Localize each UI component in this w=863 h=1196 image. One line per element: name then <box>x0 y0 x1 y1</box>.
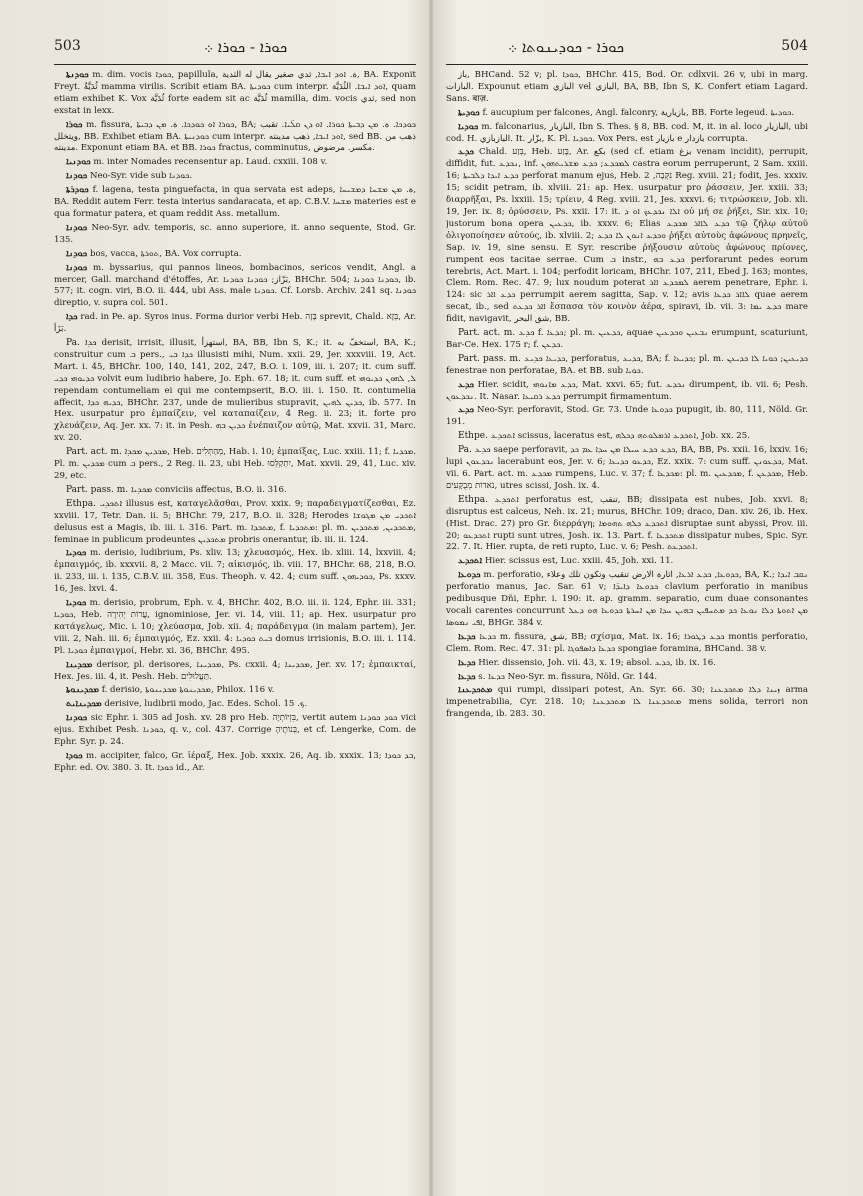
entry-text: Hier. dissensio, Joh. vii. 43, x. 19; absol. ܟܕܥ, ib. ix. 16. <box>478 657 716 668</box>
dictionary-entry <box>54 699 416 711</box>
dictionary-entry <box>446 122 808 146</box>
dictionary-entry <box>54 171 416 183</box>
entry-headword: Part. act. m. ܡܟܕܐ <box>66 447 143 458</box>
entry-headword: Part. pass. m. ܡܟܕܝܐ <box>66 484 153 495</box>
dictionary-entry <box>446 147 808 326</box>
dictionary-entry <box>54 685 416 697</box>
entry-headword: Ethpa. ܐܬܟܕܥ <box>458 494 519 505</box>
dictionary-entry <box>446 495 808 555</box>
dictionary-entry <box>446 108 808 120</box>
entry-headword: ܟܕܥ <box>458 147 474 158</box>
left-page-header <box>54 38 414 60</box>
entry-headword: ܡܟܕܝܢܘܬܐ <box>66 685 99 696</box>
entry-headword: ܟܘܕܢܐ <box>66 222 88 233</box>
entry-text: derisit, irrisit, illusit, استهزأ, BA, BB, Ibn S, K.; it. استخفّ به, BA, K.; construitur cum ܒ pers., ܟܕܐ ܒܝ illusisti mihi, Num. xxii. 29, Jer. xxxviii. 19, Act. Mart. i. 45, BHChr. 100, 140, 141, 202, 247, B.O. i. 109, iii. i. 207; it. cum suff. ܟܕܝܘܗܝ ܟܕܝ volvit eum ludibrio habere, Jo. Eph. 67. 18; it. cum suff. et ܠ, ܠܗܘܢ ܟܕܝܘܗܝ rependam contumeliam ei qui me contempserit, B.O. iii. i. 150. It. contumelia affecit, ܟܕܝܗ ܟܕܐ, BHChr. 237, unde de mulieribus stupravit, ܟܕܝܢ ܠܗܝܢ, ib. 577. In Hex. usurpatur pro ἐμπαίζειν, vel καταπαίζειν, 4 Reg. ii. 23; it. forte pro χλευάζειν, Aq. Jer. xx. 7: it. in Pesh. ܟܕܝܢ ܒܗ ἐνέπαιζον αὐτῷ, Mat. xxvii. 31, Marc. xv. 20. <box>54 338 416 444</box>
entry-text: m. inter Nomades recensentur ap. Laud. cxxiii. 108 v. <box>93 157 328 168</box>
page-gutter <box>429 0 433 1196</box>
entry-text: m. derisio, ludibrium, Ps. xliv. 13; χλευασμός, Hex. ib. xliii. 14, lxxviii. 4; ἐμπαιγμός, ib. xxxvii. 8, 2 Macc. vii. 7; αἰκισμός, ib. viii. 17, BHChr. 68, 218, B.O. ii. 233, iii. i. 135, C.B.V. iii. 358, Eus. Theoph. v. 42. 4; cum suff. ܟܘܕܝܗܘܢ, Ps. xxxv. 16, Jes. lxvi. 4. <box>54 548 416 595</box>
entry-headword: ܟܘܕܝܐ <box>66 548 87 559</box>
dictionary-entry <box>446 570 808 630</box>
entry-headword: Ethpa. ܐܬܟܕܝ <box>66 498 123 509</box>
entry-text: perforatus est, تنقب, BB; dissipata est nubes, Job. xxvi. 8; disruptus est calceus, Neh. ix. 21; murus, BHChr. 109; draco, Dan. xiv. 26, ib. Hex. (Hist. Drac. 27) pro Gr. διερράγη; ܐܬܟܕܥ ܟܠܗ ܬܗܘܡܐ disruptae sunt abyssi, Prov. iii. 20; ܐܬܟܕܥܘ rupti sunt utres, Josh. ix. 13. Part. f. ܡܬܟܕܥܐ dissipatur nubes, Spic. Syr. 22. 7. It. Hier. rupta, de reti rupto, Luc. v. 6; Pesh. ܐܬܟܕܥܬ. <box>446 494 808 553</box>
entry-text: rad. in Pe. ap. Syros inus. Forma durior verbi Heb. בָּזָה sprevit, Chald. בְּזָא, Ar. بَزَأ. <box>54 312 416 335</box>
entry-text: bos, vacca, ܬܘܪܬܐ, BA. Vox corrupta. <box>89 248 242 259</box>
entry-headword: ܟܘܕܢܐ <box>66 248 88 259</box>
entry-text: ܡܟܕܝܢ, Heb. מְהַתְּלִים, Hab. i. 10; ἐμπαίξας, Luc. xxiii. 11; f. ܡܟܕܝܐ. Pl. m. ܡܟܕܝܢ cum ܒ pers., 2 Reg. ii. 23, ubi Heb. יִתְקַלְּסוּ, Mat. xxvii. 29, 41, Luc. xiv. 29, etc. <box>54 447 416 481</box>
entry-headword: ܡܟܕܝܢܐܝܬ <box>66 699 102 710</box>
entry-headword: ܟܘܕܝܐ <box>66 598 87 609</box>
entry-headword: ܟܘܪܐ <box>66 119 83 130</box>
entry-headword: ܟܘܕܢܐ <box>66 262 88 273</box>
entry-text: f. ܟܕܥܐ; pl. m. ܟܕܥܝܢ, aquae ܢܒܥܝܢ ܘܟܕܥܝܢ erumpunt, scaturiunt, Bar-Ce. Hex. 175 r; f. ܟܕܥܢ. <box>446 328 808 350</box>
right-column <box>446 70 808 1166</box>
dictionary-entry <box>54 70 416 118</box>
left-page-number: 503 <box>54 38 81 54</box>
entry-text: qui rumpi, dissipari potest, An. Syr. 66. 30; ܙܝܢܐ ܕܠܐ ܡܬܟܕܥܢܐ arma impenetrabilia, Cyr. 218. 10; ܡܬܟܕܥܢܐ ܠܐ ܡܬܟܕܥܢܐ mens solida, terrori non frangenda, ib. 283. 30. <box>446 685 808 720</box>
entry-text: s. ܟܕܥܐ Neo-Syr. m. fissura, Nöld. Gr. 144. <box>478 671 658 682</box>
entry-text: scissus, laceratus est, ܐܬܟܕܥ ܐܪܡܠܘܬܗ ܕܟܠܗ, Job. xx. 25. <box>517 431 750 442</box>
entry-text: derisive, ludibrii modo, Jac. Edes. Schol. ܟ. 15. <box>104 699 308 710</box>
entry-headword: Part. act. m. ܟܕܥ <box>458 328 535 339</box>
entry-headword: ܡܬܟܕܥܢܐ <box>458 685 493 696</box>
right-page-header <box>448 38 808 60</box>
entry-headword: ܟܘܕܢܐ <box>66 713 88 724</box>
entry-headword: ܟܕܘܥܐ <box>458 570 481 581</box>
entry-headword: ܟܕܥ <box>458 405 474 416</box>
entry-text: ܟܕܥܐ m. fissura, شق, BB; σχίσμα, Mat. ix. 16; ܟܕܥ ܕܛܘܪܐ montis perforatio, Clem. Rom. Rec. 47. 31: pl. ܟܕܥܐ ܕܐܣܦܘܓܐ spongiae foramina, BHCand. 38 v. <box>446 631 808 654</box>
entry-headword: ܡܟܕܝܢܐ <box>66 659 93 670</box>
entry-text: m. derisio, probrum, Eph. v. 4, BHChr. 402, B.O. iii. ii. 124, Ephr. iii. 331; ܟܘܕܝܐ, Heb. עֲרוֹת יְהִירָה, ignominiose, Jer. vi. 14, viii. 11; ap. Hex. usurpatur pro κατάγελως, Mic. i. 10; χλεύασμα, Job. xii. 4; παράδειγμα (in malam partem), Jer. viii. 2, Nah. iii. 6; ἐμπαιγμός, Ez. xxii. 4: ܒܝܬ ܟܘܕܝܐ domus irrisionis, B.O. iii. i. 114. Pl. ܟܘܕܝܐ ἐμπαιγμοί, Hebr. xi. 36, BHChr. 495. <box>54 598 416 656</box>
entry-headword: ܟܕܥ <box>458 379 474 390</box>
entry-text: Neo-Syr. adv. temporis, sc. anno superiore, it. anno sequente, Stod. Gr. 135. <box>54 222 416 245</box>
dictionary-entry <box>446 328 808 352</box>
dictionary-entry <box>446 380 808 404</box>
dictionary-entry <box>54 660 416 684</box>
entry-text: ܟܕܝܥܐ, perforatus, ܟܕܝܥ, BA; f. ܟܕܝܥܐ; pl. m. ܟܕܝܥܝܢ; ܟܘܝܐ ܠܐ ܟܕܝܥܢ fenestrae non perforatae, BA. et BB. sub ܟܘܝܐ. <box>446 353 808 376</box>
entry-text: m. dim. vocis ܟܘܕܐ, papillula, ة. ܐܘܕ ܐܝܒܐ, ثدي صغير يقال له الثدية, BA. Exponit Freyt. ثُدَيَّةٌ mamma virilis. Scribit etiam BA. ܟܘܕܝܬܐ cum interpr. ܐܘܕ ܐܝܒܐ. الثُدَيَّة, quam etiam exhibet K. Vox ثُدَيَّة forte eadem sit ac ثُدَيَّة mamilla, dim. vocis ثدي, sed non exstat in lexx. <box>54 70 416 116</box>
dictionary-entry <box>54 713 416 749</box>
entry-headword: ܟܘܕܝܐ <box>458 121 479 132</box>
entry-text: Hier. scissus est, Luc. xxiii. 45, Joh. xxi. 11. <box>484 556 674 567</box>
entry-text: باز, BHCand. 52 v; pl. ܟܘܕܐ, BHChr. 415, Bod. Or. cdlxvii. 26 v, ubi in marg. البازات. Expounut etiam البازي vel البازي, BA, BB, Ibn S, K. Confert etiam Lagard. Sans. बाज़. <box>446 70 808 104</box>
entry-headword: ܟܘܕܢܬܐ <box>66 70 89 80</box>
dictionary-entry <box>54 447 416 483</box>
entry-headword: ܟܘܕܢܐ <box>66 171 88 182</box>
left-running-head: ܟܘܪܐ - ܟܘܪܐ ܀ <box>204 38 288 56</box>
dictionary-entry <box>446 556 808 568</box>
entry-text: f. lagena, testa pinguefacta, in qua servata est adeps, ة. ܡܢ ܡܫܚܐ ܕܡܫܝܚܐ, BA. Reddit autem Ferr. testa interius sandaracata, et ap. C.B.V. ܡܫܚܐ materies est e qua formatur patera, et quam reddit Ass. metallum. <box>54 185 416 219</box>
entry-text: Neo-Syr. perforavit, Stod. Gr. 73. Unde ܟܕܘܥܐ pupugit, ib. 80, 111, Nöld. Gr. 191. <box>446 405 808 428</box>
dictionary-entry <box>54 263 416 311</box>
entry-text: m. falconarius, البازيار, Ibn S. Thes. § 8, BB. cod. M, it. in al. loco البازيار, ubi cod. H. البازبازي. It. بزّار, K. Pl. ܟܘܕܝܐ. Vox Pers. est بازيار e بازدار corrupta. <box>446 121 808 144</box>
entry-headword: ܟܘܕܢܝܐ <box>66 157 91 168</box>
dictionary-entry <box>446 632 808 656</box>
entry-text: f. aucupium per falcones, Angl. falconry, بازيارية, BB. Forte legeud. ܟܘܕܝܬܐ. <box>482 107 795 118</box>
dictionary-entry <box>54 485 416 497</box>
entry-headword: ܟܕܐ <box>66 312 78 323</box>
left-column <box>54 70 416 1166</box>
entry-headword: ܟܕܥܐ <box>458 657 476 668</box>
entry-headword: ܟܘܕܐ <box>66 750 83 761</box>
entry-headword: Pa. ܟܕܥ <box>458 445 491 456</box>
entry-text: conviciis affectus, B.O. ii. 316. <box>155 484 287 495</box>
entry-text: Neo-Syr. vide sub ܟܘܕܢܐ. <box>89 171 193 182</box>
dictionary-entry <box>446 658 808 670</box>
entry-headword: ܟܘܕܝܬܐ <box>458 107 480 118</box>
dictionary-entry <box>54 338 416 445</box>
entry-text: illusus est, καταγελᾶσθαι, Prov. xxix. 9; παραδειγματίζεσθαι, Ez. xxviii. 17, Tetr. Dan. ii. 5; BHChr. 79, 217, B.O. ii. 328; Herodes ܐܬܟܕܝ ܡܢ ܡܓܘܫܐ delusus est a Magis, ib. iii. i. 316. Part. m. ܡܬܟܕܐ, f. ܡܬܟܕܝܐ: pl. m. ܡܬܟܕܝܢ, ܡܬܟܕܝܢ, feminae in publicum prodeuntes ܡܬܟܕܝܢ probris onerantur, ib. iii. ii. 124. <box>54 498 416 545</box>
entry-headword: ܐܬܟܕܥ <box>458 556 483 567</box>
dictionary-entry <box>54 548 416 596</box>
dictionary-entry <box>54 120 416 156</box>
right-header-rule <box>446 64 808 65</box>
dictionary-entry <box>54 751 416 775</box>
dictionary-entry <box>446 405 808 429</box>
dictionary-entry <box>54 223 416 247</box>
left-header-rule <box>54 64 416 65</box>
entry-headword: ܟܘܕܪܬܐ <box>66 185 89 196</box>
entry-text: m. accipiter, falco, Gr. ἱέραξ, Hex. Job. xxxix. 26, Aq. ib. xxxix. 13; ܒܕ ܟܘܕܐ, Ephr. ed. Ov. 380. 3. It. ܟܘܕܐ id., Ar. <box>54 750 416 773</box>
dictionary-entry <box>446 685 808 721</box>
dictionary-entry <box>446 70 808 106</box>
dictionary-entry <box>54 157 416 169</box>
dictionary-entry <box>54 185 416 221</box>
entry-text: sic Ephr. i. 305 ad Josh. xv. 28 pro Heb. בִּזְיוֹתְיָה, vertit autem ܟܘܕ ܟܘܕܢܐ vici ejus. Exhibet Pesh. ܟܘܕܢܐ, q. v., col. 437. Corrige בְּנוֹתֶיהָ, et cf. Lengerke, Com. de Ephr. Syr. p. 24. <box>54 713 416 748</box>
entry-headword: ܟܕܥܐ <box>458 631 476 642</box>
dictionary-entry <box>54 598 416 658</box>
right-running-head: ܟܘܪܐ - ܟܘܕܝܢܘܬܐ ܀ <box>508 38 625 56</box>
entry-text: derisor, pl. derisores, ܡܟܕܝܢܐ, Ps. cxxii. 4; ܡܟܕܝܢܐ, Jer. xv. 17; ἐμπαικταί, Hex. Jes. iii. 4, it. Pesh. Heb. תַּעֲלוּלִים. <box>54 659 416 682</box>
dictionary-entry <box>54 312 416 336</box>
entry-headword: Ethpe. ܐܬܟܕܥ <box>458 431 515 442</box>
dictionary-entry <box>446 431 808 443</box>
entry-text: Chald. בְּזַע, Heb. בָּזַע, Ar. بكع (sed cf. etiam بزغ venam incidit), perrupit, diffidit, fut. ܢܟܕܥ, inf. ܠܡܟܕܥ; ܟܕܥ ܡܫܪܝܬܗܘܢ castra eorum perruperunt, 2 Sam. xxiii. 16; ܟܕܥ ܐܝܕܐ ܕܠܒܝܬܐ perforat manum ejus, Heb. נִקְּבָה, 2 Reg. xviii. 21; fodit, Jes. xxxiv. 15; scidit petram, ib. xlviii. 21: ap. Hex. usurpatur pro ῥάσσειν, Jer. xxiii. 33; διαρρῆξαι, Ps. lxxiii. 15; τρίειν, 4 Reg. xviii. 21, Jes. xxxvi. 6; τιτρώσκειν, Job. xli. 19, Jer. ix. 8; ὀρύσσειν, Ps. xxii. 17: it. ܐܠܐ ܢܟܕܥܟ ܐܘ ܕ οὐ μή σε ῥήξει, Sir. xix. 10; justorum bona opera ܟܕܥܝܢ, ib. xxxv. 6; Elias ܟܕܥ ܠܐܐܪ ܡܟܕܥ τῷ ζήλῳ αὐτοῦ ὀλιγοποίησεν αὐτούς, ib. xlviii. 2; ܘܟܕܥ ܐܢܘܢ ܠܐ ܟܕܥ ῥήξει αὐτοὺς ἀφώνους πρηνεῖς, Sap. iv. 19, sine sensu. E Syr. rescribe ῥήξουσιν αὐτοὺς ἀφώνους πρίονες, rumpent eos tacitae serrae. Cum ܒ instr., ܟܕܥ ܒܗ perforarunt pedes eorum terebris, Act. Mart. i. 104; perfodit loricam, BHChr. 107, 211, Ebed J. 163; montes, Clem. Rom. Rec. 47. 9; lux noudum poterat ܠܡܟܕܥ ܐܐܪ aerem penetrare, Ephr. i. 124: sic ܟܕܥ ܐܐܪ perrumpit aerem sagitta, Sap. v. 12; avis ܠܐܐܪ ܟܕܥܐ quae aerem secat, ib., sed ܐܐܪ ܟܕܥܬ ἔσπασα τὸν κοινὸν ἀέρα, spiravi, ib. vii. 3: ܟܕܥ ܝܡܐ mare fidit, navigavit, شق البحر, BB. <box>446 147 808 325</box>
right-page-number: 504 <box>781 38 808 54</box>
entry-text: Hier. scidit, ܟܕܥ ܡܐܢܘܗܝ, Mat. xxvi. 65; fut. ܢܟܕܥ dirumpent, ib. vii. 6; Pesh. ܢܟܕܥܘܢ. It. Nasar. ܟܕܥ ܪܩܝܥܐ perrumpit firmamentum. <box>446 379 808 402</box>
entry-text: f. derisio, ܡܟܕܝܢܘܬܐ ܡܟܕܝܢܘܬܐ, Philox. 116 v. <box>101 685 275 696</box>
dictionary-entry <box>446 672 808 684</box>
entry-headword: Part. pass. m. ܟܕܝܥ <box>458 353 543 364</box>
entry-headword: Pa. ܟܕܐ <box>66 338 97 349</box>
entry-headword: ܟܕܥܐ <box>458 671 476 682</box>
entry-text: m. perforatio, ܟܕܘܥܐ, ܟܕܥ ܐܪܥܐ, اثارة الارض تنقيب وتكون تلك وعلاء, BA, K.; ܢܩܒ ܐܝܕܐ perforatio manus, Jac. Sar. 61 v; ܟܕܘܥܐ ܕܐܝܕ̈ܐ clavium perforatio in manibus pedibusque Dñi, Ephr. i. 190: it. ap. gramm. separatio, cum duae consonantes vocali carentes concurrunt ܡܢ ܐܬܘܬܐ ܕܠܐ ܢܘܥܐ ܟܕ ܡܬܚܦܝܢ ܒܗܝܢ ܚܕܐ ܡܢ ܐܚܪܬܐ ܟܕܘܥܐ ܗܘ ܕܥܠ ܐܦܝ ܢܡܘܣܐ, BHGr. 384 v. <box>446 570 808 628</box>
entry-text: m. byssarius, qui pannos lineos, bombacinos, sericos vendit, Angl. a mercer, Gall. marchand d'étoffes, Ar. بَزّاز; ܟܘܕܢܐ ܟܘܕܢܐ, BHChr. 504; ܟܘܕܢܐ ܟܘܕܢܐ, ib. 577; it. cogn. viri, B.O. ii. 444, ubi Ass. male ܟܘܕܢܐ. Cf. Lorsb. Archiv. 241 sq. ܟܘܕܢܐ direptio, v. supra col. 501. <box>54 262 416 309</box>
dictionary-entry <box>54 499 416 547</box>
entry-text: saepe perforavit, ܟܕܥ ܟܕܥ ܚܝܠܐ ܡܢ ܚܕܐ ܥܡ ܟܕ, BA, BB, Ps. xxii. 16, lxxiv. 16; lupi ܢܟܕܥܘܢ lacerabunt eos, Jer. v. 6; ܟܕܥܘ ܟܕܝܥܐ, Ez. xxix. 7: cum suff. ܟܕܥܘܢܢ, Mat. vii. 6. Part. act. m. ܡܟܕܥ rumpens, Luc. v. 37; f. ܡܟܕܥܐ: pl. m. ܡܟܕܥܝܢ, f. ܡܟܕܥܢ, Heb. נֹאדוֹת מְבֻקָּעִים, utres scissi, Josh. ix. 4. <box>446 445 808 491</box>
dictionary-entry <box>446 445 808 493</box>
entry-text: m. fissura, ܟܘܪܐ ܐܘ ܟܘܕܟܐ. ة. ܡܢ ܕܒܝܬܐ, BA; ܟܘܕܟܐ. ة. ܡܢ ܕܒܝܬܐ ܟܘܪܐ. ܐܘ ܕܢ ܩܠ̈ܝܐ. تقبب ويتخلل, BB. Exhibet etiam BA. ܟܘܕܢܝܬܐ cum interpr. ܐܘܕ ܐܝܒܐ, ذهب مدينته, sed BB. ذهب من مدينته. Exponunt etiam BA. et BB. ܟܘܪܐ fractus, comminutus, مكسر. مرضوض. <box>54 119 416 154</box>
dictionary-entry <box>54 249 416 261</box>
dictionary-entry <box>446 354 808 378</box>
